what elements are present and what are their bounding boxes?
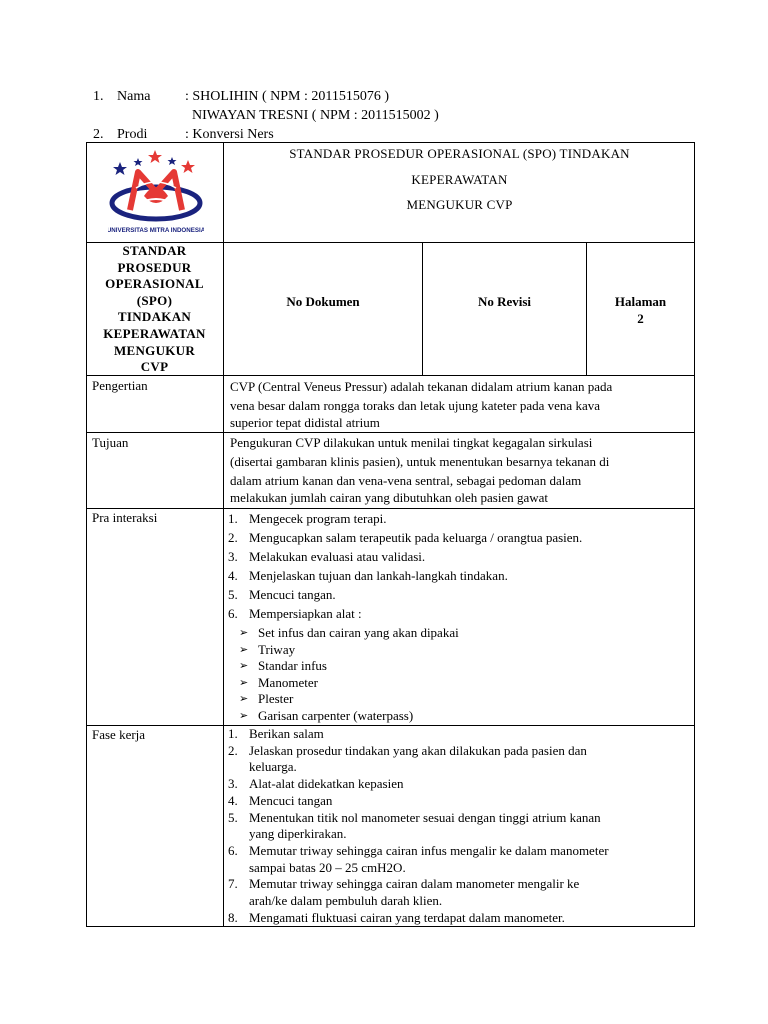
- list-item: 1. Mengecek program terapi.: [228, 511, 387, 526]
- pra-interaksi-list: [226, 509, 694, 725]
- star-icon: [134, 158, 143, 166]
- tujuan-label: Tujuan: [92, 435, 129, 450]
- star-icon: [113, 162, 127, 175]
- list-item: 6. Memutar triway sehingga cairan infus mengalir ke dalam manometer sampai batas 20 – 25 cmH2O.: [228, 842, 609, 875]
- pengertian-line: superior tepat didistal atrium: [230, 415, 380, 430]
- spo-table: [86, 142, 695, 927]
- halaman-label: Halaman: [614, 294, 667, 309]
- arrow-bullet-icon: ➢: [239, 659, 249, 673]
- pengertian-label: Pengertian: [92, 378, 148, 393]
- side-title-line: TINDAKAN: [117, 309, 192, 325]
- side-title-line: STANDAR: [122, 243, 187, 258]
- arrow-bullet-icon: ➢: [239, 626, 249, 639]
- header-number-2: 2.: [93, 127, 104, 142]
- star-icon: [181, 160, 195, 173]
- side-title-line: MENGUKUR: [113, 342, 196, 358]
- list-item: 3. Alat-alat didekatkan kepasien: [228, 776, 404, 792]
- header-line-prodi: [0, 127, 768, 143]
- list-item: 6. Mempersiapkan alat : ➢ Set infus dan cairan yang akan dipakai ➢ Triway ➢ Standar infus ➢ Manometer ➢ Plester ➢ Garisan carpenter (waterpass): [226, 604, 694, 725]
- pengertian-line: CVP (Central Veneus Pressur) adalah tekanan didalam atrium kanan pada: [230, 379, 613, 394]
- tool-item: ➢ Plester: [239, 691, 294, 707]
- header-value-prodi: : Konversi Ners: [185, 127, 274, 142]
- side-title-line: CVP: [140, 359, 169, 375]
- list-item: 7. Memutar triway sehingga cairan dalam manometer mengalir ke arah/ke dalam pembuluh darah klien.: [228, 876, 580, 909]
- tool-item: ➢ Standar infus: [239, 658, 327, 674]
- list-item: 2. Jelaskan prosedur tindakan yang akan dilakukan pada pasien dan keluarga.: [228, 742, 587, 775]
- list-item: 4. Mencuci tangan: [228, 792, 333, 808]
- side-title-line: (SPO): [136, 292, 173, 308]
- table-border: [223, 142, 224, 927]
- no-dokumen-label: No Dokumen: [286, 294, 360, 309]
- logo-text: UNIVERSITAS MITRA INDONESIA: [108, 227, 204, 234]
- header-label-nama: Nama: [117, 89, 151, 104]
- star-icon: [168, 157, 177, 165]
- tool-item: ➢ Triway: [239, 641, 296, 657]
- pengertian-line: vena besar dalam rongga toraks dan letak ujung kateter pada vena kava: [230, 398, 600, 413]
- side-title-line: OPERASIONAL: [105, 276, 204, 292]
- header-line-nama-2: [0, 108, 768, 124]
- list-item: 1. Berikan salam: [228, 726, 324, 741]
- list-item: 4. Menjelaskan tujuan dan lankah-langkah tindakan.: [228, 568, 508, 583]
- pengertian-text: [230, 377, 692, 430]
- table-border: [86, 142, 695, 143]
- fase-kerja-list: [226, 726, 694, 926]
- tujuan-line: dalam atrium kanan dan vena-vena sentral, sebagai pedoman dalam: [230, 473, 582, 488]
- no-revisi-label: No Revisi: [477, 294, 532, 309]
- list-item: 2. Mengucapkan salam terapeutik pada keluarga / orangtua pasien.: [228, 530, 583, 545]
- header-label-prodi: Prodi: [117, 127, 148, 142]
- arrow-bullet-icon: ➢: [239, 642, 249, 656]
- halaman-value: 2: [637, 311, 644, 326]
- document-title-line-3: MENGUKUR CVP: [406, 197, 513, 212]
- header-value-nama-2: NIWAYAN TRESNI ( NPM : 2011515002 ): [192, 108, 439, 123]
- document-title-line-1: STANDAR PROSEDUR OPERASIONAL (SPO) TINDAKAN: [289, 146, 630, 161]
- tujuan-line: Pengukuran CVP dilakukan untuk menilai tingkat kegagalan sirkulasi: [230, 435, 593, 450]
- header-line-nama: [0, 89, 768, 105]
- arrow-bullet-icon: ➢: [239, 708, 249, 722]
- side-title-line: PROSEDUR: [117, 259, 192, 275]
- side-title-line: KEPERAWATAN: [103, 325, 206, 341]
- side-title: [86, 243, 223, 376]
- arrow-bullet-icon: ➢: [239, 675, 249, 689]
- university-logo: [108, 148, 204, 238]
- arrow-bullet-icon: ➢: [239, 692, 249, 706]
- document-title-line-2: KEPERAWATAN: [411, 172, 508, 187]
- tool-item: ➢ Set infus dan cairan yang akan dipakai: [239, 625, 459, 640]
- star-icon: [148, 150, 162, 163]
- list-item: 5. Menentukan titik nol manometer sesuai dengan tinggi atrium kanan yang diperkirakan.: [228, 809, 601, 842]
- pra-interaksi-label: Pra interaksi: [92, 510, 158, 525]
- tool-item: ➢ Garisan carpenter (waterpass): [239, 707, 414, 723]
- list-item: 5. Mencuci tangan.: [228, 587, 336, 602]
- fase-kerja-label: Fase kerja: [92, 727, 146, 742]
- list-item: 3. Melakukan evaluasi atau validasi.: [228, 549, 426, 564]
- header-value-nama: : SHOLIHIN ( NPM : 2011515076 ): [185, 89, 390, 104]
- tujuan-text: [230, 433, 692, 505]
- header-number-1: 1.: [93, 89, 104, 104]
- tujuan-line: melakukan jumlah cairan yang dibutuhkan oleh pasien gawat: [230, 490, 549, 505]
- table-border: [694, 142, 695, 927]
- tujuan-line: (disertai gambaran klinis pasien), untuk menentukan besarnya tekanan di: [230, 454, 610, 469]
- list-item: 8. Mengamati fluktuasi cairan yang terdapat dalam manometer.: [228, 909, 565, 925]
- tool-item: ➢ Manometer: [239, 674, 318, 690]
- tools-list: [226, 625, 694, 725]
